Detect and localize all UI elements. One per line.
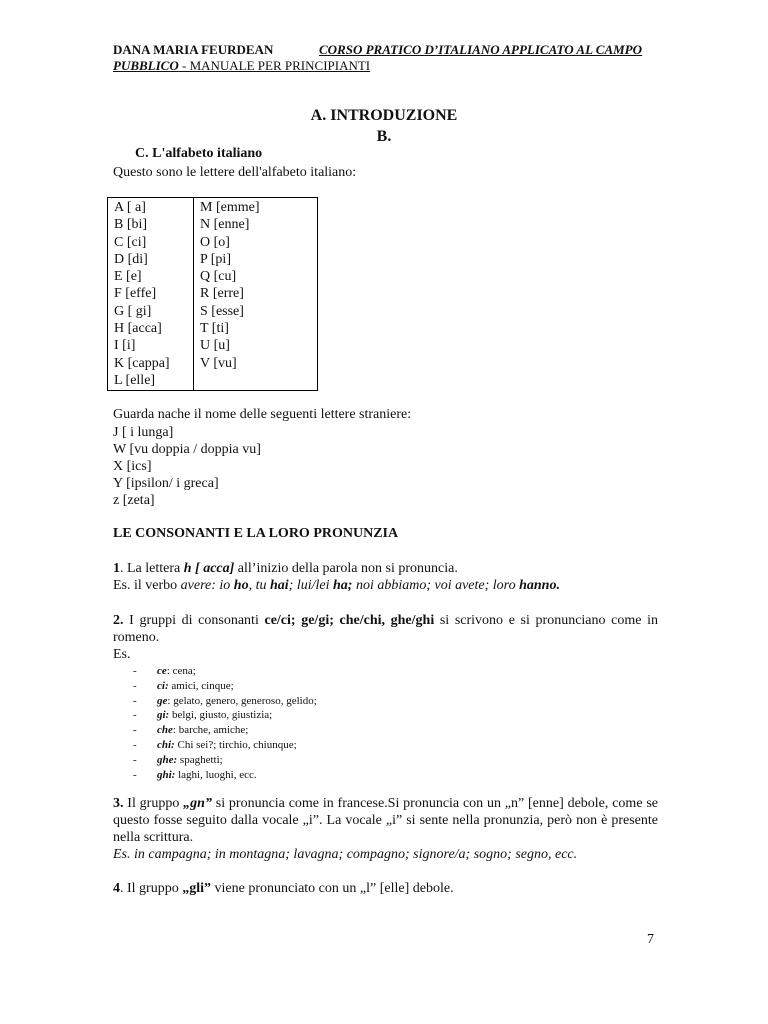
alphabet-letter: D [di] [114,251,148,267]
example-group: ghe: [157,753,178,766]
rule-4-number: 4 [113,881,120,896]
alphabet-letter: N [enne] [200,217,250,233]
rule-2-examples-list [133,664,317,782]
rule-3-number: 3. [113,796,124,811]
page-number: 7 [647,932,654,947]
foreign-letter: W [vu doppia / doppia vu] [113,442,261,457]
alphabet-letter: O [o] [200,234,230,250]
example-group: che [157,724,173,737]
rule-1-example-9: hanno. [519,578,560,593]
rule-3-group: „gn” [183,796,212,811]
bullet-dash: - [133,768,137,781]
example-words: Chi sei?; tirchio, chiunque; [174,738,297,751]
example-row [133,723,317,738]
alphabet-letter: T [ti] [200,321,229,337]
alphabet-letter: L [elle] [114,372,156,388]
consonants-heading: LE CONSONANTI E LA LORO PRONUNZIA [113,526,399,541]
rule-1-example-4: , tu [248,578,270,593]
rule-2-number: 2. [113,613,124,628]
example-words: : gelato, genero, generoso, gelido; [167,694,317,707]
alphabet-letter: F [effe] [114,286,157,302]
example-row [133,768,317,783]
example-row [133,679,317,694]
example-words: belgi, giusto, giustizia; [169,709,273,722]
example-group: gi: [157,709,170,722]
example-group: ge [157,694,168,707]
alphabet-letter: R [erre] [200,286,244,302]
rule-3-example: Es. in campagna; in montagna; lavagna; compagno; signore/a; sogno; segno, ecc. [113,847,578,862]
example-words: laghi, luoghi, ecc. [175,768,257,781]
section-title-a: A. INTRODUZIONE [310,107,458,124]
header-subtitle: - MANUALE PER PRINCIPIANTI [178,58,371,73]
rule-3-text-2: si pronuncia come in francese.Si pronuncia con un „n” [enne] debole, come se questo fosse seguito dalla vocale „i”. La vocale „i” si sente nella pronunzia, però non è presente nella scrittura. [113,796,659,845]
rule-1-example-7: ha; [332,578,353,593]
example-words: spaghetti; [177,753,223,766]
rule-4 [113,880,658,897]
example-group: ghi: [157,768,176,781]
rule-3 [113,795,658,863]
rule-1-example-2: avere: io [180,578,234,593]
header-line2 [113,58,658,74]
example-words: : barche, amiche; [172,724,249,737]
bullet-dash: - [133,724,137,737]
rule-2-text: I gruppi di consonanti [123,613,265,628]
alphabet-letter: K [cappa] [114,355,170,371]
example-row [133,738,317,753]
bullet-dash: - [133,753,137,766]
alphabet-intro: Questo sono le lettere dell'alfabeto italiano: [113,165,357,180]
example-group: ci: [157,679,169,692]
alphabet-letter: P [pi] [200,251,231,267]
rule-1-example-5: hai [269,578,289,593]
foreign-letter: z [zeta] [113,493,155,508]
rule-2-text-2: si scrivono e si pronunciano come in romeno. [113,613,659,645]
header-course: CORSO PRATICO D’ITALIANO APPLICATO AL CAMPO [319,42,643,57]
example-group: chi: [157,738,175,751]
bullet-dash: - [133,738,137,751]
foreign-letter: Y [ipsilon/ i greca] [113,476,219,491]
rule-1-example-8: noi abbiamo; voi avete; loro [352,578,520,593]
example-words: amici, cinque; [168,679,234,692]
rule-1 [113,560,658,594]
section-title-b: B. [376,128,392,145]
alphabet-letter: G [ gi] [114,303,152,319]
alphabet-table [107,197,318,391]
rule-2 [113,612,658,663]
alphabet-letter: C [ci] [114,234,147,250]
alphabet-letter: I [i] [114,338,136,354]
alphabet-letter: M [emme] [200,200,260,215]
alphabet-letter: E [e] [114,269,142,285]
rule-4-group: „gli” [182,881,211,896]
bullet-dash: - [133,694,137,707]
rule-1-example: Es. il verbo [113,578,181,593]
foreign-letters-list [113,424,658,509]
example-group: ce [157,665,167,677]
rule-2-groups: ce/ci; ge/gi; che/chi, ghe/ghi [264,613,435,628]
example-row [133,708,317,723]
alphabet-col-1 [108,198,194,391]
rule-4-text: . Il gruppo [120,881,183,896]
alphabet-letter: Q [cu] [200,269,237,285]
alphabet-letter: V [vu] [200,355,237,371]
page-header [113,42,658,74]
alphabet-letter: H [acca] [114,321,162,337]
bullet-dash: - [133,665,137,677]
header-author: DANA MARIA FEURDEAN [113,42,274,57]
alphabet-letter: A [ a] [114,200,146,215]
rule-1-letter: h [ acca] [183,561,235,576]
foreign-intro: Guarda nache il nome delle seguenti lettere straniere: [113,407,412,422]
bullet-dash: - [133,709,137,722]
bullet-dash: - [133,679,137,692]
example-row [133,664,317,679]
rule-2-es: Es. [113,647,131,662]
rule-1-number: 1 [113,561,120,576]
rule-1-text: . La lettera [120,561,184,576]
alphabet-col-2 [194,198,318,391]
rule-3-text: Il gruppo [123,796,184,811]
rule-1-text-2: all’inizio della parola non si pronuncia. [234,561,458,576]
example-row [133,753,317,768]
alphabet-heading: C. L'alfabeto italiano [135,146,263,161]
alphabet-letter: S [esse] [200,303,244,319]
rule-4-text-2: viene pronunciato con un „l” [elle] debole. [211,881,454,896]
alphabet-letter: U [u] [200,338,230,354]
header-course-cont: PUBBLICO [113,58,179,73]
foreign-letter: J [ i lunga] [113,425,174,440]
rule-1-example-3: ho [233,578,249,593]
foreign-letter: X [ics] [113,459,152,474]
example-row [133,694,317,709]
example-words: : cena; [166,665,196,677]
alphabet-letter: B [bi] [114,217,148,233]
rule-1-example-6: ; lui/lei [288,578,333,593]
